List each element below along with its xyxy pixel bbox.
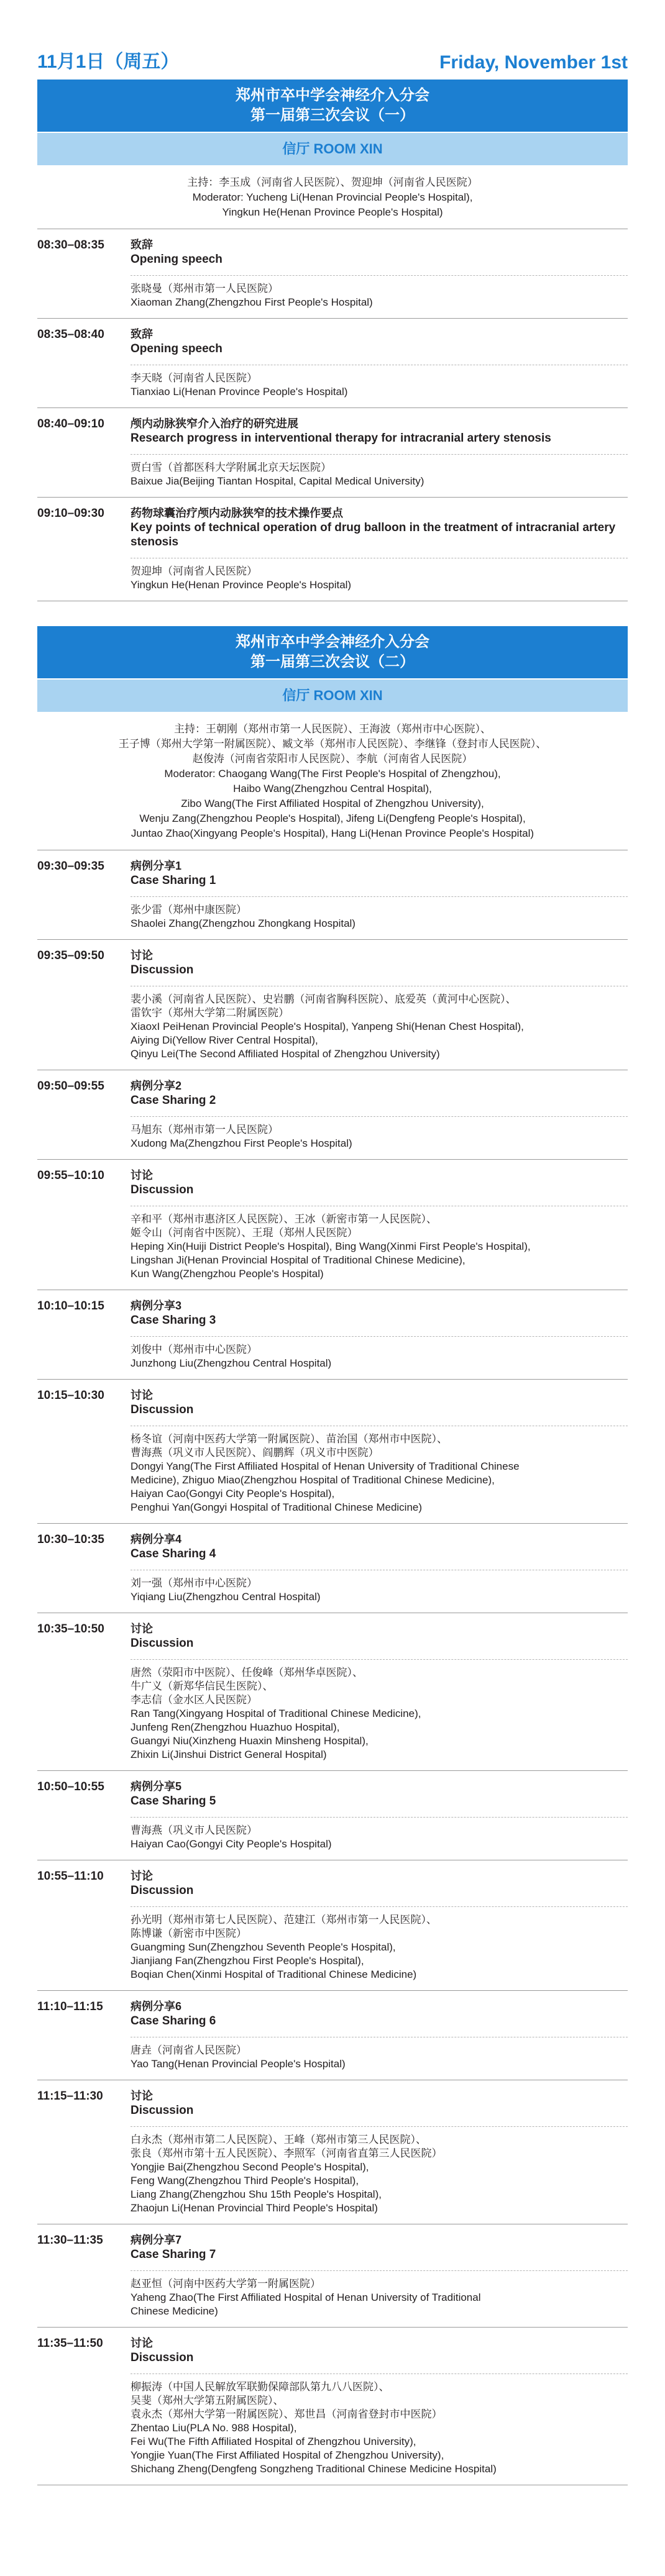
agenda-row — [37, 408, 628, 498]
speaker-line: 袁永杰（郑州大学第一附属医院）、郑世昌（河南省登封市中医院） — [131, 2408, 443, 2420]
session-title-main: 郑州市卒中学会神经介入分会 — [236, 634, 429, 650]
agenda-row — [37, 319, 628, 408]
speaker-line: Qinyu Lei(The Second Affiliated Hospital of Zhengzhou University) — [131, 1048, 440, 1060]
time-slot: 09:50–09:55 — [37, 1080, 104, 1093]
agenda-content — [131, 1532, 628, 1604]
topic-en: Opening speech — [131, 342, 222, 355]
day-title-en: Friday, November 1st — [439, 52, 628, 73]
moderator-line: 赵俊涛（河南省荥阳市人民医院）、李航（河南省人民医院） — [192, 753, 473, 765]
topic-cn: 病例分享6 — [131, 2000, 182, 2013]
agenda-row — [37, 229, 628, 319]
topic-cn: 颅内动脉狭窄介入治疗的研究进展 — [131, 417, 298, 430]
agenda-content — [131, 506, 628, 592]
speaker-line: 赵亚恒（河南中医药大学第一附属医院） — [131, 2278, 321, 2290]
time-slot: 11:30–11:35 — [37, 2234, 103, 2247]
agenda-row — [37, 1380, 628, 1524]
topic-cn: 病例分享5 — [131, 1780, 182, 1793]
speakers — [131, 1913, 628, 1982]
agenda-content — [131, 1299, 628, 1370]
time-slot: 08:40–09:10 — [37, 417, 104, 430]
speaker-line: Aiying Di(Yellow River Central Hospital), — [131, 1034, 318, 1046]
topic-en: Case Sharing 4 — [131, 1547, 216, 1560]
speaker-line: Xudong Ma(Zhengzhou First People's Hospital) — [131, 1137, 352, 1149]
topic-cn: 讨论 — [131, 1623, 153, 1635]
speaker-line: 马旭东（郑州市第一人民医院） — [131, 1124, 278, 1136]
speakers — [131, 1432, 628, 1514]
moderator-line: 王子博（郑州大学第一附属医院）、臧文举（郑州市人民医院）、李继锋（登封市人民医院）、 — [118, 738, 547, 750]
moderator-line: Juntao Zhao(Xingyang People's Hospital), Hang Li(Henan Province People's Hospital) — [131, 827, 534, 839]
session-block — [37, 80, 628, 601]
speakers — [131, 1824, 628, 1851]
speaker-line: Medicine), Zhiguo Miao(Zhengzhou Hospital of Traditional Chinese Medicine), — [131, 1474, 495, 1486]
topic-en: Case Sharing 5 — [131, 1795, 216, 1808]
time-slot: 09:10–09:30 — [37, 507, 104, 520]
session-title — [37, 626, 628, 678]
speakers — [131, 371, 628, 399]
speaker-line: 曹海燕（巩义市人民医院）、阎鹏辉（巩义市中医院） — [131, 1447, 379, 1459]
speaker-line: Feng Wang(Zhengzhou Third People's Hospital), — [131, 2175, 359, 2187]
session-title — [37, 80, 628, 132]
time-slot: 08:30–08:35 — [37, 239, 104, 252]
session-block — [37, 626, 628, 2485]
session-title-main: 郑州市卒中学会神经介入分会 — [236, 87, 429, 104]
agenda-content — [131, 2233, 628, 2318]
speakers — [131, 2133, 628, 2215]
speaker-line: Jianjiang Fan(Zhengzhou First People's Hospital), — [131, 1955, 364, 1967]
speaker-line: 张晓曼（郑州市第一人民医院） — [131, 283, 278, 294]
speaker-line: 刘俊中（郑州市中心医院） — [131, 1344, 257, 1355]
speaker-line: Haiyan Cao(Gongyi City People's Hospital) — [131, 1838, 332, 1850]
topic-en: Discussion — [131, 1403, 194, 1416]
speaker-line: Penghui Yan(Gongyi Hospital of Traditional Chinese Medicine) — [131, 1501, 423, 1513]
agenda-content — [131, 1079, 628, 1150]
topic-en: Case Sharing 7 — [131, 2248, 216, 2261]
divider — [131, 2373, 628, 2374]
day-title-cn: 11月1日（周五） — [37, 52, 180, 72]
time-slot: 10:10–10:15 — [37, 1299, 104, 1313]
speaker-line: Junzhong Liu(Zhengzhou Central Hospital) — [131, 1357, 332, 1369]
agenda-row — [37, 940, 628, 1070]
day-header — [37, 0, 628, 80]
agenda-row — [37, 1160, 628, 1290]
agenda-row — [37, 1290, 628, 1380]
topic-cn: 讨论 — [131, 1169, 153, 1181]
topic-cn: 病例分享1 — [131, 860, 182, 872]
agenda-content — [131, 1168, 628, 1281]
speaker-line: 张少雷（郑州中康医院） — [131, 904, 247, 916]
speaker-line: Dongyi Yang(The First Affiliated Hospital of Henan University of Traditional Chinese — [131, 1460, 520, 1472]
time-slot: 10:15–10:30 — [37, 1389, 104, 1402]
agenda-content — [131, 2336, 628, 2476]
speaker-line: XiaoxI PeiHenan Provincial People's Hospital), Yanpeng Shi(Henan Chest Hospital), — [131, 1021, 524, 1032]
agenda-content — [131, 1388, 628, 1514]
speaker-line: Haiyan Cao(Gongyi City People's Hospital), — [131, 1488, 335, 1500]
speaker-line: Guangyi Niu(Xinzheng Huaxin Minsheng Hospital), — [131, 1735, 369, 1747]
agenda-row — [37, 1860, 628, 1991]
topic-en: Case Sharing 2 — [131, 1094, 216, 1107]
speaker-line: Kun Wang(Zhengzhou People's Hospital) — [131, 1268, 324, 1280]
speaker-line: 孙光明（郑州市第七人民医院）、范建江（郑州市第一人民医院）、 — [131, 1914, 437, 1926]
time-slot: 11:10–11:15 — [37, 2000, 103, 2013]
topic-en: Discussion — [131, 2351, 194, 2364]
topic-en: Case Sharing 3 — [131, 1314, 216, 1327]
agenda-content — [131, 1622, 628, 1762]
agenda-content — [131, 327, 628, 399]
agenda-row — [37, 1070, 628, 1160]
speaker-line: 刘一强（郑州市中心医院） — [131, 1577, 257, 1589]
speaker-line: Tianxiao Li(Henan Province People's Hospital) — [131, 386, 348, 398]
topic-en: Case Sharing 1 — [131, 874, 216, 887]
speaker-line: Zhentao Liu(PLA No. 988 Hospital), — [131, 2422, 297, 2434]
time-slot: 11:15–11:30 — [37, 2090, 103, 2103]
speaker-line: Guangming Sun(Zhengzhou Seventh People's Hospital), — [131, 1941, 396, 1953]
speaker-line: Yaheng Zhao(The First Affiliated Hospital of Henan University of Traditional — [131, 2292, 481, 2303]
speakers — [131, 2044, 628, 2071]
speaker-line: Heping Xin(Huiji District People's Hospital), Bing Wang(Xinmi First People's Hospital), — [131, 1240, 531, 1252]
agenda-content — [131, 1780, 628, 1851]
divider — [131, 1906, 628, 1907]
topic-cn: 讨论 — [131, 2090, 153, 2102]
speaker-line: Shaolei Zhang(Zhengzhou Zhongkang Hospital) — [131, 917, 355, 929]
agenda-content — [131, 238, 628, 309]
time-slot: 10:55–11:10 — [37, 1870, 104, 1883]
topic-en: Discussion — [131, 1637, 194, 1650]
speakers — [131, 903, 628, 931]
time-slot: 10:30–10:35 — [37, 1533, 104, 1546]
speaker-line: Shichang Zheng(Dengfeng Songzheng Traditional Chinese Medicine Hospital) — [131, 2463, 497, 2475]
agenda-row — [37, 1771, 628, 1860]
topic-en: Opening speech — [131, 253, 222, 266]
speaker-line: Yongjie Bai(Zhengzhou Second People's Hospital), — [131, 2161, 369, 2173]
speaker-line: 柳振涛（中国人民解放军联勤保障部队第九八八医院）、 — [131, 2381, 390, 2393]
topic-cn: 致辞 — [131, 328, 153, 340]
speaker-line: Junfeng Ren(Zhengzhou Huazhuo Hospital), — [131, 1721, 340, 1733]
agenda-content — [131, 1869, 628, 1982]
speaker-line: Lingshan Ji(Henan Provincial Hospital of Traditional Chinese Medicine), — [131, 1254, 466, 1266]
speakers — [131, 1343, 628, 1370]
speaker-line: 辛和平（郑州市惠济区人民医院）、王冰（新密市第一人民医院）、 — [131, 1213, 437, 1225]
moderator-line: Haibo Wang(Zhengzhou Central Hospital), — [233, 783, 432, 794]
venue-label: 信厅 ROOM XIN — [37, 133, 628, 165]
speaker-line: 李志信（金水区人民医院） — [131, 1694, 257, 1706]
speaker-line: 雷钦宇（郑州大学第二附属医院） — [131, 1007, 289, 1019]
divider — [131, 454, 628, 455]
speakers — [131, 565, 628, 592]
agenda-row — [37, 2224, 628, 2328]
topic-en: Discussion — [131, 1183, 194, 1196]
speaker-line: Yongjie Yuan(The First Affiliated Hospital of Zhengzhou University), — [131, 2449, 444, 2461]
speakers — [131, 1577, 628, 1604]
speaker-line: 牛广义（新郑华信民生医院）、 — [131, 1680, 273, 1692]
time-slot: 10:35–10:50 — [37, 1623, 104, 1636]
speaker-line: Baixue Jia(Beijing Tiantan Hospital, Capital Medical University) — [131, 475, 424, 487]
topic-cn: 讨论 — [131, 1870, 153, 1882]
speakers — [131, 2277, 628, 2318]
speaker-line: Fei Wu(The Fifth Affiliated Hospital of Zhengzhou University), — [131, 2436, 416, 2447]
moderators — [37, 165, 628, 229]
agenda-content — [131, 2089, 628, 2215]
speaker-line: 吴斐（郑州大学第五附属医院）、 — [131, 2395, 284, 2406]
venue-label: 信厅 ROOM XIN — [37, 680, 628, 712]
divider — [131, 896, 628, 897]
speaker-line: 曹海燕（巩义市人民医院） — [131, 1824, 257, 1836]
agenda-row — [37, 1613, 628, 1771]
speaker-line: Zhaojun Li(Henan Provincial Third People's Hospital) — [131, 2202, 378, 2214]
moderator-line: Wenju Zang(Zhengzhou People's Hospital), Jifeng Li(Dengfeng People's Hospital), — [139, 812, 526, 824]
topic-en: Discussion — [131, 1884, 194, 1897]
speaker-line: Ran Tang(Xingyang Hospital of Traditional Chinese Medicine), — [131, 1708, 421, 1719]
speakers — [131, 1123, 628, 1150]
speaker-line: 贾白雪（首都医科大学附属北京天坛医院） — [131, 462, 331, 473]
topic-en: Research progress in interventional therapy for intracranial artery stenosis — [131, 432, 551, 445]
divider — [131, 1336, 628, 1337]
speaker-line: 李天晓（河南省人民医院） — [131, 372, 257, 384]
agenda-row — [37, 1991, 628, 2080]
agenda-row — [37, 850, 628, 940]
speaker-line: 姬令山（河南省中医院）、王琨（郑州人民医院） — [131, 1227, 358, 1239]
moderator-line: 主持：王朝刚（郑州市第一人民医院）、王海波（郑州市中心医院）、 — [174, 723, 491, 735]
divider — [131, 2126, 628, 2127]
speaker-line: Yiqiang Liu(Zhengzhou Central Hospital) — [131, 1591, 321, 1603]
topic-cn: 讨论 — [131, 2337, 153, 2349]
speaker-line: Boqian Chen(Xinmi Hospital of Traditional Chinese Medicine) — [131, 1968, 417, 1980]
session-title-sub: 第一届第三次会议（一） — [250, 107, 415, 124]
speakers — [131, 1213, 628, 1281]
time-slot: 08:35–08:40 — [37, 328, 104, 341]
speaker-line: 贺迎坤（河南省人民医院） — [131, 565, 257, 577]
topic-en: Discussion — [131, 2104, 194, 2117]
speaker-line: 唐垚（河南省人民医院） — [131, 2044, 247, 2056]
speakers — [131, 993, 628, 1061]
speakers — [131, 1666, 628, 1762]
moderator-line: 主持：李玉成（河南省人民医院）、贺迎坤（河南省人民医院） — [187, 176, 478, 188]
agenda-row — [37, 2080, 628, 2224]
topic-en: Discussion — [131, 963, 194, 976]
speaker-line: 张良（郑州市第十五人民医院）、李照军（河南省直第三人民医院） — [131, 2147, 443, 2159]
moderator-line: Moderator: Yucheng Li(Henan Provincial People's Hospital), — [192, 191, 473, 203]
speaker-line: 唐然（荥阳市中医院）、任俊峰（郑州华卓医院）、 — [131, 1667, 363, 1678]
time-slot: 09:30–09:35 — [37, 860, 104, 873]
agenda-row — [37, 2328, 628, 2485]
speaker-line: Liang Zhang(Zhengzhou Shu 15th People's Hospital), — [131, 2188, 382, 2200]
speaker-line: Yingkun He(Henan Province People's Hospital) — [131, 579, 352, 591]
speaker-line: 杨冬谊（河南中医药大学第一附属医院）、苗治国（郑州市中医院）、 — [131, 1433, 447, 1445]
time-slot: 09:55–10:10 — [37, 1169, 104, 1182]
speaker-line: 裴小溪（河南省人民医院）、史岩鹏（河南省胸科医院）、底爱英（黄河中心医院）、 — [131, 993, 516, 1005]
topic-cn: 病例分享4 — [131, 1533, 182, 1545]
divider — [131, 275, 628, 276]
speaker-line: 陈博谦（新密市中医院） — [131, 1927, 247, 1939]
moderator-line: Yingkun He(Henan Province People's Hospital) — [222, 206, 443, 218]
divider — [131, 1116, 628, 1117]
time-slot: 10:50–10:55 — [37, 1780, 104, 1793]
speakers — [131, 461, 628, 488]
topic-cn: 病例分享2 — [131, 1080, 182, 1092]
agenda-row — [37, 498, 628, 601]
agenda-content — [131, 417, 628, 488]
topic-cn: 病例分享7 — [131, 2234, 182, 2246]
topic-cn: 致辞 — [131, 239, 153, 251]
time-slot: 11:35–11:50 — [37, 2337, 103, 2350]
speaker-line: 白永杰（郑州市第二人民医院）、王峰（郑州市第三人民医院）、 — [131, 2134, 426, 2146]
speaker-line: Chinese Medicine) — [131, 2305, 218, 2317]
moderator-line: Moderator: Chaogang Wang(The First People's Hospital of Zhengzhou), — [164, 768, 501, 780]
time-slot: 09:35–09:50 — [37, 949, 104, 962]
agenda-content — [131, 949, 628, 1061]
agenda-content — [131, 859, 628, 931]
topic-en: Key points of technical operation of drug balloon in the treatment of intracranial artery stenosis — [131, 521, 616, 548]
topic-cn: 药物球囊治疗颅内动脉狭窄的技术操作要点 — [131, 507, 343, 519]
topic-cn: 讨论 — [131, 949, 153, 962]
agenda-row — [37, 1524, 628, 1613]
topic-cn: 讨论 — [131, 1389, 153, 1401]
speakers — [131, 2380, 628, 2476]
topic-en: Case Sharing 6 — [131, 2014, 216, 2028]
sessions-container — [37, 80, 628, 2485]
topic-cn: 病例分享3 — [131, 1299, 182, 1312]
agenda-content — [131, 2000, 628, 2071]
session-title-sub: 第一届第三次会议（二） — [250, 653, 415, 670]
divider — [131, 1817, 628, 1818]
divider — [131, 2270, 628, 2271]
moderators — [37, 712, 628, 850]
divider — [131, 1659, 628, 1660]
speakers — [131, 282, 628, 309]
moderator-line: Zibo Wang(The First Affiliated Hospital of Zhengzhou University), — [181, 798, 484, 809]
speaker-line: Xiaoman Zhang(Zhengzhou First People's Hospital) — [131, 296, 373, 308]
speaker-line: Zhixin Li(Jinshui District General Hospital) — [131, 1749, 327, 1760]
speaker-line: Yao Tang(Henan Provincial People's Hospital) — [131, 2058, 346, 2070]
